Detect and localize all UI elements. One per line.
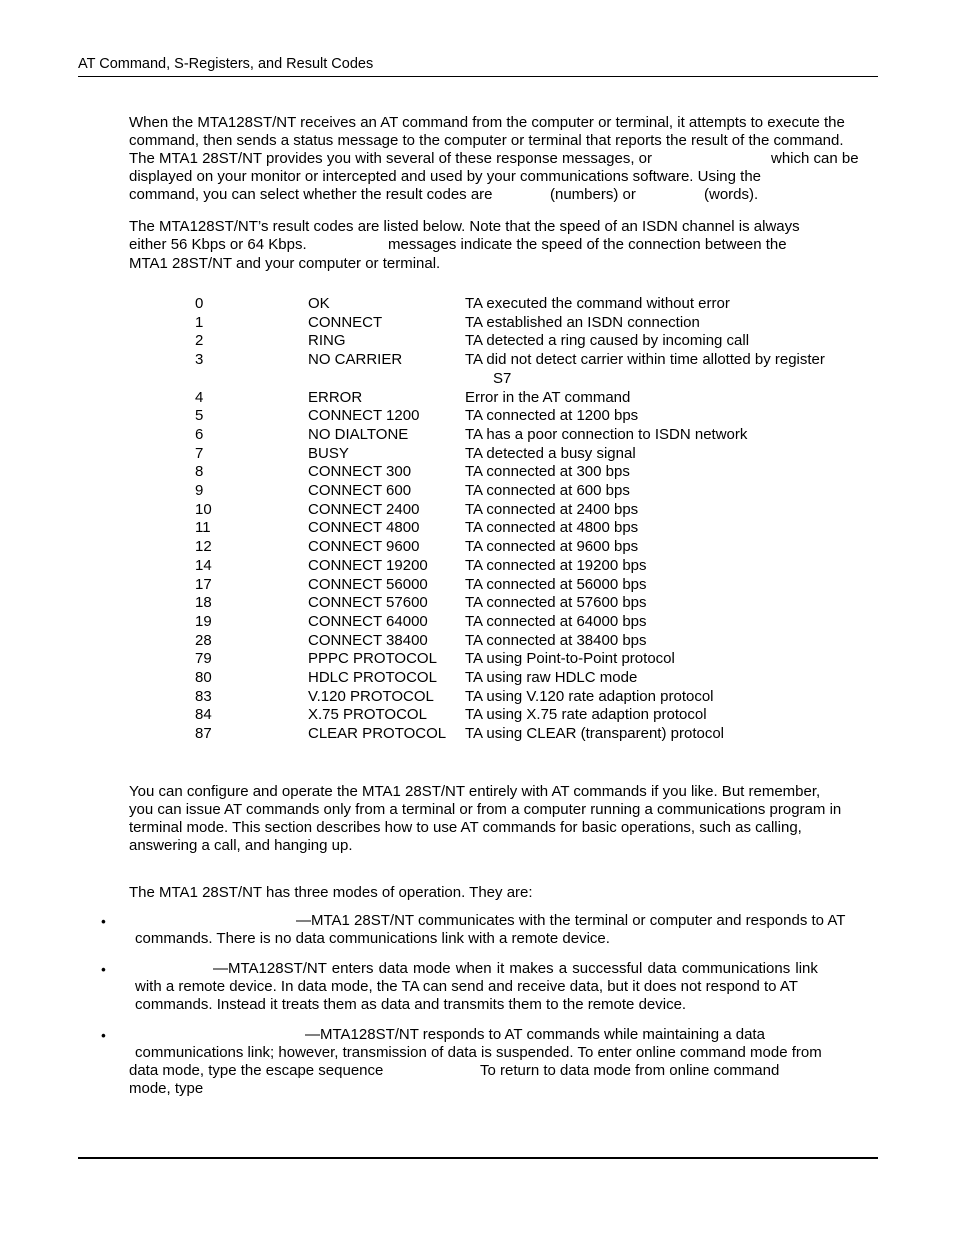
result-message: OK — [308, 295, 330, 312]
result-description-continuation: S7 — [493, 369, 512, 387]
result-code: 7 — [195, 444, 204, 462]
result-description: TA connected at 56000 bps — [465, 575, 647, 593]
result-intro-line-3: MTA1 28ST/NT and your computer or terminal. — [129, 255, 441, 272]
mode-3-line-4: mode, type — [129, 1080, 204, 1097]
result-message: PPPC PROTOCOL — [308, 650, 437, 668]
result-description: TA using V.120 rate adaption protocol — [465, 687, 714, 705]
result-message: CONNECT 600 — [308, 482, 412, 499]
intro-line-3b: which can be — [771, 150, 859, 167]
result-description: TA did not detect carrier within time allotted by register — [465, 351, 825, 369]
mode-3-line-3a: data mode, type the escape sequence — [129, 1062, 384, 1079]
result-code: 18 — [195, 594, 212, 612]
result-description: TA connected at 1200 bps — [465, 407, 639, 425]
result-description: TA has a poor connection to ISDN network — [465, 425, 748, 443]
result-message: CONNECT 2400 — [308, 500, 420, 518]
result-intro-line-2b: messages indicate the speed of the connection between the — [388, 236, 787, 253]
result-code: 14 — [195, 556, 212, 574]
result-description: TA connected at 600 bps — [465, 482, 630, 499]
result-description: TA connected at 2400 bps — [465, 500, 639, 518]
result-message: CONNECT — [308, 313, 383, 331]
result-message: CONNECT 38400 — [308, 631, 428, 649]
result-description: TA using CLEAR (transparent) protocol — [465, 725, 725, 743]
mode-1-line-1: —MTA1 28ST/NT communicates with the terminal or computer and responds to AT — [296, 912, 846, 929]
result-code: 9 — [195, 482, 204, 499]
result-code: 17 — [195, 575, 212, 593]
page-header-title: AT Command, S-Registers, and Result Codes — [78, 56, 374, 72]
result-message: CONNECT 19200 — [308, 556, 428, 574]
result-message: CONNECT 9600 — [308, 538, 420, 556]
result-code: 5 — [195, 407, 204, 425]
result-code: 11 — [195, 519, 211, 537]
mode-2-line-3: commands. Instead it treats them as data and transmits them to the remote device. — [135, 996, 687, 1013]
intro-line-2: command, then sends a status message to the computer or terminal that reports the result of the command. — [129, 132, 844, 149]
bullet-icon: • — [101, 914, 106, 929]
result-intro-line-2a: either 56 Kbps or 64 Kbps. — [129, 236, 307, 253]
result-code: 0 — [195, 295, 204, 312]
result-message: RING — [308, 332, 346, 350]
result-message: CONNECT 300 — [308, 463, 412, 481]
result-code: 2 — [195, 332, 204, 350]
mode-1-line-2: commands. There is no data communications link with a remote device. — [135, 930, 610, 947]
result-description: TA connected at 9600 bps — [465, 538, 639, 556]
result-intro-line-1: The MTA128ST/NT’s result codes are listed below. Note that the speed of an ISDN channel is always — [129, 218, 800, 235]
usage-line-4: answering a call, and hanging up. — [129, 837, 353, 854]
result-message: CONNECT 57600 — [308, 594, 428, 612]
result-description: Error in the AT command — [465, 388, 631, 406]
bullet-icon: • — [101, 1028, 106, 1043]
intro-line-4: displayed on your monitor or intercepted and used by your communications software. Using the — [129, 168, 761, 185]
result-code: 3 — [195, 351, 204, 369]
result-description: TA established an ISDN connection — [465, 313, 700, 331]
result-code: 8 — [195, 463, 204, 481]
result-message: X.75 PROTOCOL — [308, 706, 427, 724]
intro-line-5a: command, you can select whether the result codes are — [129, 186, 493, 203]
result-description: TA using Point-to-Point protocol — [465, 650, 675, 668]
usage-line-3: terminal mode. This section describes how to use AT commands for basic operations, such as calling, — [129, 819, 802, 836]
result-code: 1 — [195, 313, 204, 331]
result-message: NO DIALTONE — [308, 425, 409, 443]
result-code: 6 — [195, 425, 204, 443]
result-code: 84 — [195, 706, 212, 724]
result-description: TA using raw HDLC mode — [465, 669, 638, 686]
result-message: CONNECT 1200 — [308, 407, 420, 425]
header-rule — [78, 76, 878, 77]
result-message: CONNECT 64000 — [308, 612, 428, 630]
result-description: TA connected at 64000 bps — [465, 612, 647, 630]
result-code: 10 — [195, 500, 212, 518]
result-message: CLEAR PROTOCOL — [308, 725, 447, 743]
footer-rule — [78, 1157, 878, 1159]
result-code: 28 — [195, 631, 212, 649]
mode-2-line-1: —MTA128ST/NT enters data mode when it makes a successful data communications link — [213, 960, 818, 977]
result-description: TA connected at 19200 bps — [465, 556, 647, 574]
intro-line-5b: (numbers) or — [550, 186, 636, 203]
result-message: CONNECT 56000 — [308, 575, 428, 593]
result-message: BUSY — [308, 444, 349, 462]
usage-line-2: you can issue AT commands only from a terminal or from a computer running a communications program in — [129, 801, 842, 818]
result-code: 12 — [195, 538, 212, 556]
result-description: TA detected a busy signal — [465, 444, 636, 462]
result-message: NO CARRIER — [308, 351, 403, 369]
result-message: CONNECT 4800 — [308, 519, 420, 537]
result-description: TA detected a ring caused by incoming call — [465, 332, 750, 350]
intro-line-3a: The MTA1 28ST/NT provides you with several of these response messages, or — [129, 150, 653, 167]
modes-intro: The MTA1 28ST/NT has three modes of operation. They are: — [129, 884, 533, 901]
result-code: 79 — [195, 650, 212, 668]
result-code: 4 — [195, 388, 204, 406]
mode-3-line-1: —MTA128ST/NT responds to AT commands while maintaining a data — [305, 1026, 765, 1043]
result-description: TA connected at 38400 bps — [465, 631, 647, 649]
result-code: 80 — [195, 669, 212, 686]
bullet-icon: • — [101, 962, 106, 977]
result-code: 87 — [195, 725, 212, 743]
intro-line-1: When the MTA128ST/NT receives an AT command from the computer or terminal, it attempts to execute the — [129, 114, 845, 131]
result-description: TA using X.75 rate adaption protocol — [465, 706, 707, 724]
result-message: HDLC PROTOCOL — [308, 669, 437, 686]
result-code: 83 — [195, 687, 212, 705]
mode-2-line-2: with a remote device. In data mode, the TA can send and receive data, but it does not respond to AT — [135, 978, 798, 995]
mode-3-line-2: communications link; however, transmission of data is suspended. To enter online command mode from — [135, 1044, 822, 1061]
mode-3-line-3b: To return to data mode from online command — [480, 1062, 780, 1079]
result-description: TA connected at 300 bps — [465, 463, 630, 481]
result-message: V.120 PROTOCOL — [308, 687, 434, 705]
result-description: TA connected at 57600 bps — [465, 594, 647, 612]
intro-line-5c: (words). — [704, 186, 759, 203]
result-code: 19 — [195, 612, 212, 630]
result-message: ERROR — [308, 388, 363, 406]
usage-line-1: You can configure and operate the MTA1 28ST/NT entirely with AT commands if you like. But remember, — [129, 783, 821, 800]
result-description: TA connected at 4800 bps — [465, 519, 639, 537]
result-description: TA executed the command without error — [465, 295, 730, 312]
